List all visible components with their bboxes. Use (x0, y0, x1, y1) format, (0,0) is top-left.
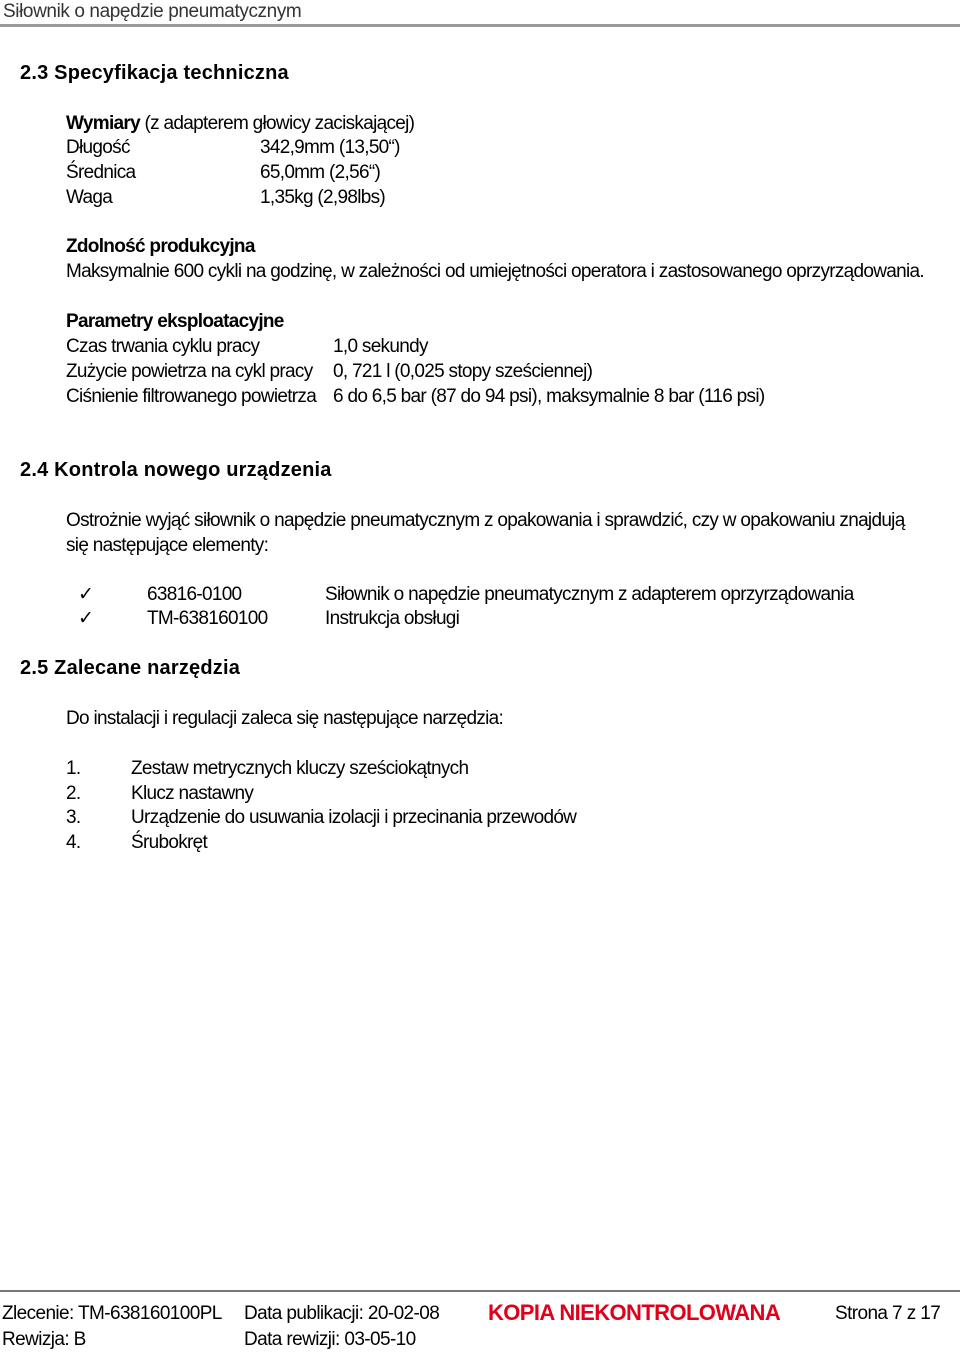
dim-diameter-value: 65,0mm (2,56“) (260, 162, 381, 183)
param-cycle-label: Czas trwania cyklu pracy (66, 336, 260, 357)
tool-number: 2. (66, 783, 81, 804)
param-pressure-value: 6 do 6,5 bar (87 do 94 psi), maksymalnie 8 bar (116 psi) (333, 386, 765, 407)
footer-order-number: Zlecenie: TM-638160100PL (2, 1303, 222, 1324)
item-description: Instrukcja obsługi (325, 608, 460, 629)
dim-weight-label: Waga (66, 187, 113, 208)
tool-number: 1. (66, 758, 81, 779)
section-2-5-heading: 2.5 Zalecane narzędzia (20, 657, 241, 679)
item-code: TM-638160100 (147, 608, 268, 629)
param-air-value: 0, 721 l (0,025 stopy sześciennej) (333, 361, 593, 382)
item-code: 63816-0100 (147, 584, 242, 605)
capacity-title: Zdolność produkcyjna (66, 236, 255, 257)
dimensions-title (66, 113, 414, 135)
tool-number: 3. (66, 807, 81, 828)
footer-rule (0, 1290, 960, 1292)
tools-intro: Do instalacji i regulacji zaleca się następujące narzędzia: (66, 708, 504, 729)
dim-length-label: Długość (66, 137, 130, 158)
footer-publication-date: Data publikacji: 20-02-08 (244, 1303, 440, 1324)
tool-name: Zestaw metrycznych kluczy sześciokątnych (131, 758, 469, 779)
param-cycle-value: 1,0 sekundy (333, 336, 428, 357)
footer-uncontrolled-copy: KOPIA NIEKONTROLOWANA (488, 1300, 781, 1325)
item-description: Siłownik o napędzie pneumatycznym z adapterem oprzyrządowania (325, 584, 854, 605)
footer-revision-date: Data rewizji: 03-05-10 (244, 1329, 416, 1350)
capacity-text: Maksymalnie 600 cykli na godzinę, w zależności od umiejętności operatora i zastosowanego oprzyrządowania. (66, 261, 924, 282)
footer-page-number: Strona 7 z 17 (835, 1303, 941, 1324)
operating-params-title: Parametry eksploatacyjne (66, 311, 284, 332)
section-2-4-heading: 2.4 Kontrola nowego urządzenia (20, 459, 332, 481)
tool-name: Śrubokręt (131, 832, 208, 853)
param-air-label: Zużycie powietrza na cykl pracy (66, 361, 313, 382)
tool-number: 4. (66, 832, 81, 853)
inspection-text-line2: się następujące elementy: (66, 535, 269, 556)
dimensions-title-rest: (z adapterem głowicy zaciskającej) (139, 113, 415, 134)
section-2-3-heading: 2.3 Specyfikacja techniczna (20, 62, 289, 84)
footer-revision: Rewizja: B (2, 1329, 86, 1350)
param-pressure-label: Ciśnienie filtrowanego powietrza (66, 386, 317, 407)
dim-length-value: 342,9mm (13,50“) (260, 137, 400, 158)
inspection-text-line1: Ostrożnie wyjąć siłownik o napędzie pneumatycznym z opakowania i sprawdzić, czy w opakowaniu znajdują (66, 510, 905, 531)
checkmark-icon: ✓ (78, 584, 94, 605)
running-header-title: Siłownik o napędzie pneumatycznym (3, 1, 302, 22)
dim-weight-value: 1,35kg (2,98lbs) (260, 187, 386, 208)
checkmark-icon: ✓ (78, 608, 94, 629)
dim-diameter-label: Średnica (66, 162, 136, 183)
tool-name: Klucz nastawny (131, 783, 254, 804)
tool-name: Urządzenie do usuwania izolacji i przecinania przewodów (131, 807, 577, 828)
dimensions-title-bold: Wymiary (66, 113, 140, 134)
header-rule (0, 24, 960, 27)
